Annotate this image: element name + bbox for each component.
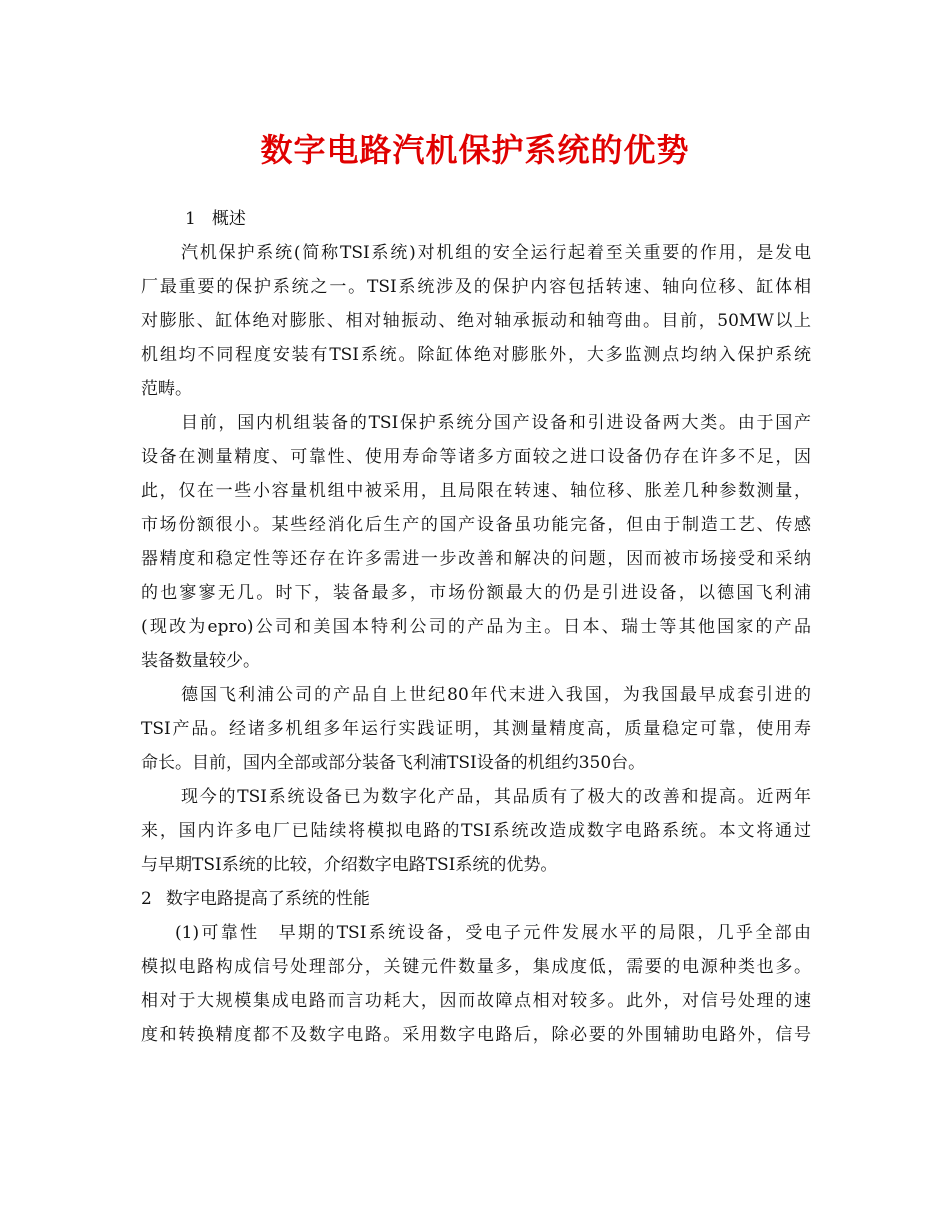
paragraph-line: TSI产品。经诸多机组多年运行实践证明，其测量精度高，质量稳定可靠，使用寿: [141, 719, 811, 739]
paragraph-5: [141, 916, 811, 1052]
paragraph-line: 德国飞利浦公司的产品自上世纪80年代末进入我国，为我国最早成套引进的: [181, 685, 811, 705]
paragraph-line: 度和转换精度都不及数字电路。采用数字电路后，除必要的外围辅助电路外，信号: [141, 1025, 811, 1045]
paragraph-1: [141, 236, 811, 406]
paragraph-line: 目前，国内机组装备的TSI保护系统分国产设备和引进设备两大类。由于国产: [181, 413, 811, 433]
paragraph-line: 厂最重要的保护系统之一。TSI系统涉及的保护内容包括转速、轴向位移、缸体相: [141, 277, 811, 297]
section-2-heading: [141, 882, 811, 916]
paragraph-line: 机组均不同程度安装有TSI系统。除缸体绝对膨胀外，大多监测点均纳入保护系统: [141, 345, 811, 365]
paragraph-line: 范畴。: [141, 379, 192, 399]
paragraph-line: 的也寥寥无几。时下，装备最多，市场份额最大的仍是引进设备，以德国飞利浦: [141, 583, 811, 603]
paragraph-2: [141, 406, 811, 678]
paragraph-line: 设备在测量精度、可靠性、使用寿命等诸多方面较之进口设备仍存在许多不足，因: [141, 447, 811, 467]
paragraph-line: 与早期TSI系统的比较，介绍数字电路TSI系统的优势。: [141, 855, 558, 875]
paragraph-4: [141, 780, 811, 882]
paragraph-line: 现今的TSI系统设备已为数字化产品，其品质有了极大的改善和提高。近两年: [181, 787, 811, 807]
paragraph-line: 相对于大规模集成电路而言功耗大，因而故障点相对较多。此外，对信号处理的速: [141, 991, 811, 1011]
paragraph-line: 市场份额很小。某些经消化后生产的国产设备虽功能完备，但由于制造工艺、传感: [141, 515, 811, 535]
paragraph-line: 对膨胀、缸体绝对膨胀、相对轴振动、绝对轴承振动和轴弯曲。目前，50MW以上: [141, 311, 811, 331]
paragraph-line: (现改为epro)公司和美国本特利公司的产品为主。日本、瑞士等其他国家的产品: [141, 617, 811, 637]
section-2-title: 数字电路提高了系统的性能: [165, 889, 370, 909]
section-1-heading: [141, 202, 811, 236]
paragraph-3: [141, 678, 811, 780]
paragraph-line: 装备数量较少。: [141, 651, 260, 671]
section-1-title: 概述: [211, 209, 246, 229]
section-2-number: 2: [141, 889, 152, 909]
document-title: 数字电路汽机保护系统的优势: [260, 131, 690, 169]
paragraph-line: 来，国内许多电厂已陆续将模拟电路的TSI系统改造成数字电路系统。本文将通过: [141, 821, 811, 841]
section-1-number: 1: [185, 209, 196, 229]
paragraph-line: 器精度和稳定性等还存在许多需进一步改善和解决的问题，因而被市场接受和采纳: [141, 549, 811, 569]
paragraph-line: 汽机保护系统(简称TSI系统)对机组的安全运行起着至关重要的作用，是发电: [181, 243, 811, 263]
paragraph-line: 命长。目前，国内全部或部分装备飞利浦TSI设备的机组约350台。: [141, 753, 646, 773]
document-body: [141, 202, 811, 1052]
paragraph-line: (1)可靠性 早期的TSI系统设备，受电子元件发展水平的局限，几乎全部由: [175, 923, 811, 943]
paragraph-line: 此，仅在一些小容量机组中被采用，且局限在转速、轴位移、胀差几种参数测量，: [141, 481, 811, 501]
paragraph-line: 模拟电路构成信号处理部分，关键元件数量多，集成度低，需要的电源种类也多。: [141, 957, 811, 977]
